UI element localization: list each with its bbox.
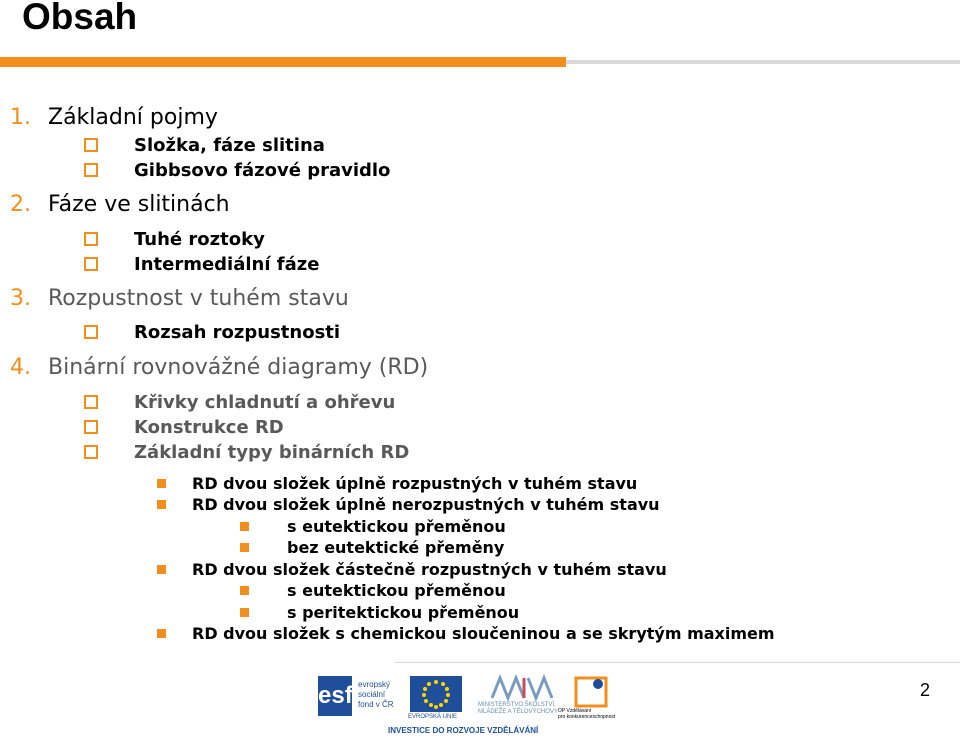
rd-type-item — [157, 495, 660, 514]
op-caption: OP Vzdělávání pro konkurenceschopnost — [558, 708, 616, 720]
hollow-square-bullet-icon — [84, 232, 98, 246]
outline-number: 4. — [10, 355, 31, 380]
eu-caption: EVROPSKÁ UNIE — [408, 714, 458, 720]
subitem-text: Tuhé roztoky — [134, 229, 265, 250]
msmt-caption: MINISTERSTVO ŠKOLSTVÍ, MLÁDEŽE A TĚLOVÝCHOVY — [478, 702, 558, 715]
rd-subtype-text: bez eutektické přeměny — [287, 538, 505, 557]
rd-subtype-text: s eutektickou přeměnou — [287, 517, 506, 536]
rd-type-text: RD dvou složek částečně rozpustných v tuhém stavu — [192, 560, 667, 579]
rd-subtype-item — [240, 538, 504, 557]
subitem-text: Konstrukce RD — [134, 417, 284, 438]
esf-logo-icon: esf — [318, 676, 352, 716]
rd-type-text: RD dvou složek úplně rozpustných v tuhém stavu — [192, 474, 638, 493]
outline-subitem — [84, 322, 340, 343]
title-underline-orange — [0, 57, 566, 67]
outline-text: Fáze ve slitinách — [48, 192, 230, 217]
rd-subtype-item — [240, 581, 506, 600]
outline-subitem — [84, 160, 390, 181]
subitem-text: Gibbsovo fázové pravidlo — [134, 160, 391, 181]
esf-caption: evropský sociální fond v ČR — [358, 680, 394, 709]
investice-slogan: INVESTICE DO ROZVOJE VZDĚLÁVÁNÍ — [388, 726, 539, 735]
outline-number: 3. — [10, 286, 31, 311]
hollow-square-bullet-icon — [84, 138, 98, 152]
filled-square-bullet-icon — [240, 586, 249, 595]
outline-text: Rozpustnost v tuhém stavu — [48, 286, 349, 311]
rd-type-item — [157, 560, 667, 579]
filled-square-bullet-icon — [240, 522, 249, 531]
subitem-text: Složka, fáze slitina — [134, 135, 325, 156]
filled-square-bullet-icon — [157, 565, 166, 574]
outline-subitem — [84, 254, 319, 275]
hollow-square-bullet-icon — [84, 395, 98, 409]
subitem-text: Intermediální fáze — [134, 254, 320, 275]
filled-square-bullet-icon — [157, 629, 166, 638]
outline-subitem — [84, 417, 284, 438]
subitem-text: Křivky chladnutí a ohřevu — [134, 392, 396, 413]
outline-number: 1. — [10, 105, 31, 130]
outline-subitem — [84, 442, 409, 463]
filled-square-bullet-icon — [240, 543, 249, 552]
filled-square-bullet-icon — [240, 608, 249, 617]
rd-type-item — [157, 624, 775, 643]
eu-flag-icon — [410, 676, 462, 712]
outline-subitem — [84, 229, 265, 250]
hollow-square-bullet-icon — [84, 257, 98, 271]
outline-subitem — [84, 135, 325, 156]
hollow-square-bullet-icon — [84, 325, 98, 339]
filled-square-bullet-icon — [157, 479, 166, 488]
rd-subtype-item — [240, 517, 506, 536]
outline-item-3 — [10, 286, 349, 311]
rd-type-text: RD dvou složek úplně nerozpustných v tuhém stavu — [192, 495, 660, 514]
outline-subitem — [84, 392, 395, 413]
footer-logos — [318, 672, 623, 734]
rd-subtype-text: s peritektickou přeměnou — [287, 603, 520, 622]
rd-type-item — [157, 474, 637, 493]
outline-item-2 — [10, 192, 230, 217]
filled-square-bullet-icon — [157, 500, 166, 509]
footer-divider — [395, 662, 960, 663]
subitem-text: Rozsah rozpustnosti — [134, 322, 341, 343]
hollow-square-bullet-icon — [84, 420, 98, 434]
rd-type-text: RD dvou složek s chemickou sloučeninou a se skrytým maximem — [192, 624, 775, 643]
outline-item-4 — [10, 355, 428, 380]
slide-title: Obsah — [22, 0, 138, 37]
outline-text: Binární rovnovážné diagramy (RD) — [48, 355, 429, 380]
subitem-text: Základní typy binárních RD — [134, 442, 410, 463]
hollow-square-bullet-icon — [84, 163, 98, 177]
hollow-square-bullet-icon — [84, 445, 98, 459]
rd-subtype-item — [240, 603, 519, 622]
page-number: 2 — [920, 680, 931, 700]
outline-number: 2. — [10, 192, 31, 217]
rd-subtype-text: s eutektickou přeměnou — [287, 581, 506, 600]
outline-item-1 — [10, 105, 218, 130]
outline-text: Základní pojmy — [48, 105, 218, 130]
